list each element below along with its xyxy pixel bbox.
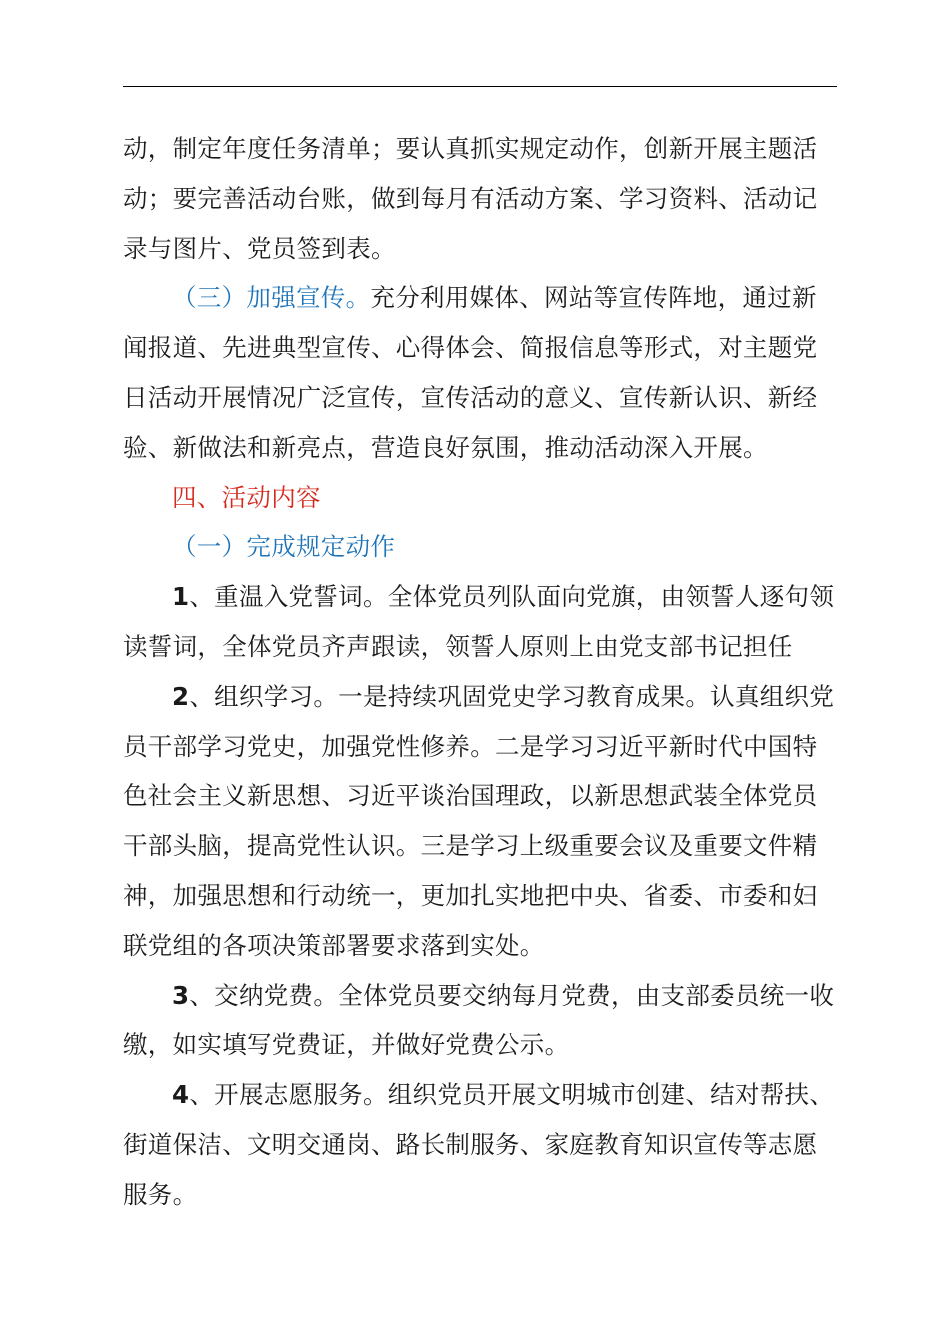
item-text: 、开展志愿服务。组织党员开展文明城市创建、结对帮扶、街道保洁、文明交通岗、路长制服务、家庭教育知识宣传等志愿服务。 [123,1080,835,1209]
header-rule [123,86,837,87]
paragraph-publicity [123,273,839,472]
item-text: 、组织学习。一是持续巩固党史学习教育成果。认真组织党员干部学习党史，加强党性修养。二是学习习近平新时代中国特色社会主义新思想、习近平谈治国理政，以新思想武装全体党员干部头脑，提高党性认识。三是学习上级重要会议及重要文件精神，加强思想和行动统一，更加扎实地把中央、省委、市委和妇联党组的各项决策部署要求落到实处。 [123,681,835,960]
subheading-publicity: （三）加强宣传。 [172,283,371,313]
item-number: 4 [172,1080,190,1110]
list-item [123,1070,839,1219]
list-item [123,672,839,971]
item-number: 3 [172,980,190,1010]
document-body [123,124,839,1220]
item-number: 1 [172,582,190,612]
section-title-activity-content: 四、活动内容 [172,482,321,512]
subsection-title-required-actions: （一）完成规定动作 [172,532,396,562]
item-text: 、交纳党费。全体党员要交纳每月党费，由支部委员统一收缴，如实填写党费证，并做好党费公示。 [123,980,835,1060]
list-item [123,971,839,1071]
item-number: 2 [172,681,190,711]
item-text: 、重温入党誓词。全体党员列队面向党旗，由领誓人逐句领读誓词，全体党员齐声跟读，领誓人原则上由党支部书记担任 [123,582,835,661]
list-item [123,572,839,672]
paragraph-publicity-body: 充分利用媒体、网站等宣传阵地，通过新闻报道、先进典型宣传、心得体会、简报信息等形式，对主题党日活动开展情况广泛宣传，宣传活动的意义、宣传新认识、新经验、新做法和新亮点，营造良好氛围，推动活动深入开展。 [123,283,818,462]
paragraph-continuation: 动，制定年度任务清单；要认真抓实规定动作，创新开展主题活动；要完善活动台账，做到每月有活动方案、学习资料、活动记录与图片、党员签到表。 [123,134,818,263]
